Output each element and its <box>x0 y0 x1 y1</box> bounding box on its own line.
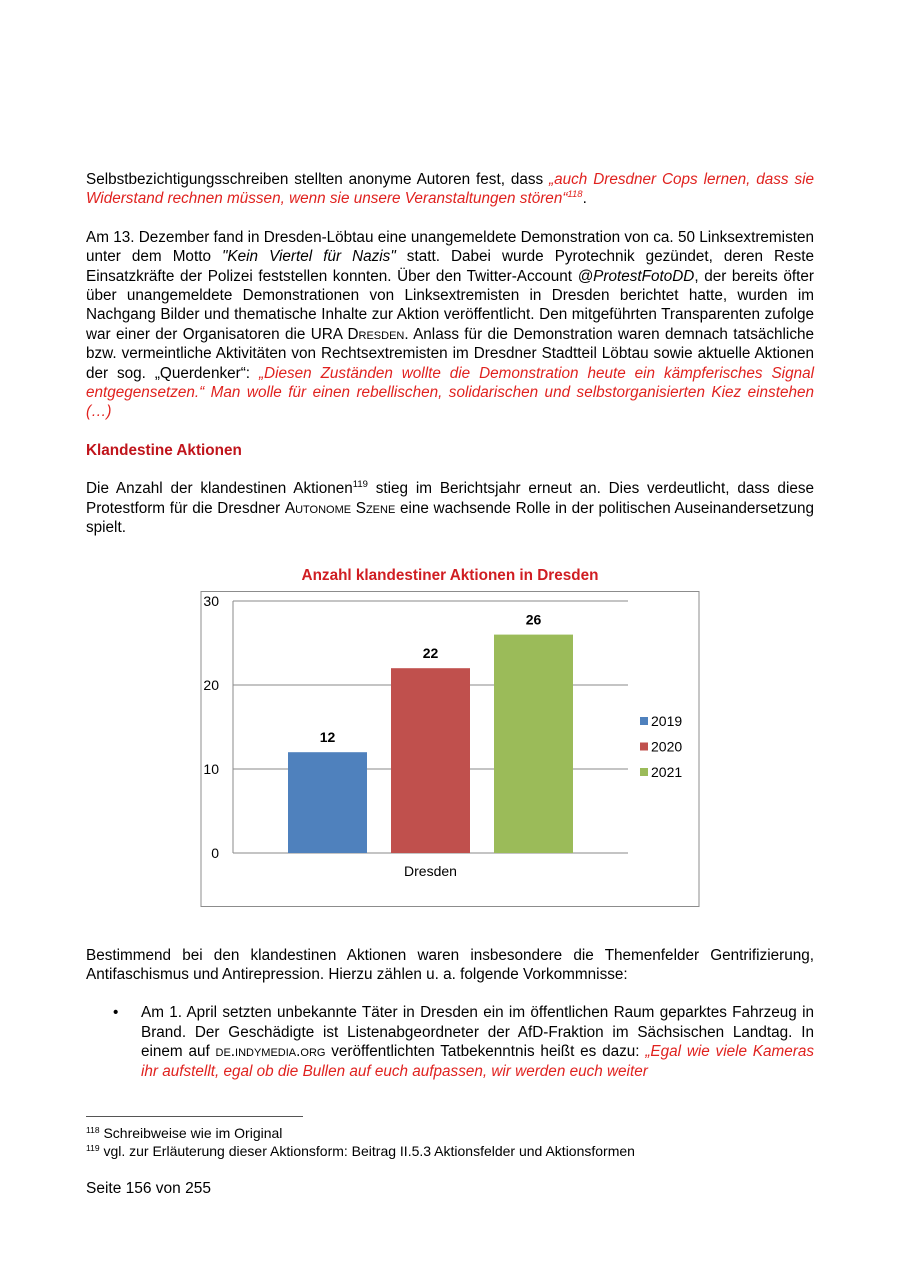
paragraph-2 <box>86 228 814 422</box>
footnote-divider <box>86 1116 303 1117</box>
legend-swatch-2019 <box>640 717 648 725</box>
footnote-text: vgl. zur Erläuterung dieser Aktionsform: Beitrag II.5.3 Aktionsfelder und Aktionsformen <box>99 1143 635 1159</box>
text: Selbstbezichtigungsschreiben stellten anonyme Autoren fest, dass <box>86 171 550 188</box>
text: , der bereits öfter über unangemeldete Demonstrationen von Linksextremisten in Dresden berichtet hatte, wurden im Nachgang Bilder und thematische Inhalte zur Aktion veröffentlicht. Den mitgeführten Transparenten zufolge war einer der Organisatoren die URA <box>86 267 814 343</box>
y-tick-label: 20 <box>203 676 219 693</box>
data-label-2019: 12 <box>319 728 336 745</box>
chart-svg <box>86 591 814 921</box>
footnotes <box>86 1124 814 1160</box>
footnote-ref-119[interactable]: 119 <box>352 479 368 491</box>
footnote-number: 119 <box>86 1143 100 1153</box>
x-category-label: Dresden <box>404 862 457 879</box>
page-number: Seite 156 von 255 <box>86 1180 211 1197</box>
legend-entry-2019: 2019 <box>651 712 683 729</box>
bar-chart <box>86 591 814 921</box>
y-tick-label: 10 <box>203 760 219 777</box>
data-label-2020: 22 <box>422 644 439 661</box>
bar-2020 <box>391 668 470 853</box>
section-heading: Klandestine Aktionen <box>86 441 242 459</box>
footnote-text: Schreibweise wie im Original <box>99 1125 283 1141</box>
legend-swatch-2020 <box>640 742 648 750</box>
text: eine wachsende Rolle in der politischen Auseinandersetzung spielt. <box>86 499 815 537</box>
y-tick-label: 30 <box>203 592 219 609</box>
chart-title: Anzahl klandestiner Aktionen in Dresden <box>301 566 599 584</box>
text: Am 1. April setzten unbekannte Täter in Dresden ein im öffentlichen Raum geparktes Fahrzeug in Brand. Der Geschädigte ist Listenabgeordneter der AfD-Fraktion im Sächsischen Landtag. In einem auf <box>141 1004 814 1061</box>
bar-2021 <box>494 634 573 852</box>
incident-list <box>86 1003 814 1081</box>
footnote-ref-118[interactable]: 118 <box>567 189 583 201</box>
quote: „Diesen Zuständen wollte die Demonstration heute ein kämpferisches Signal entgegensetzen.“ Man wolle für einen rebellischen, solidarischen und selbstorganisierten Kiez einstehen (…) <box>86 364 814 421</box>
legend-entry-2020: 2020 <box>651 738 683 754</box>
twitter-account: @ProtestFotoDD <box>577 267 695 285</box>
text: veröffentlichten Tatbekenntnis heißt es dazu: <box>325 1043 646 1061</box>
text: Die Anzahl der klandestinen Aktionen <box>86 480 353 498</box>
y-tick-label: 0 <box>211 844 219 861</box>
page-body <box>86 170 814 1081</box>
bar-2019 <box>288 752 367 853</box>
list-item <box>86 1003 814 1081</box>
legend-entry-2021: 2021 <box>651 763 683 780</box>
footnote-number: 118 <box>86 1125 100 1135</box>
website-name: de.indymedia.org <box>215 1043 326 1061</box>
footnote-118 <box>86 1124 814 1142</box>
paragraph-4: Bestimmend bei den klandestinen Aktionen waren insbesondere die Themenfelder Gentrifizierung, Antifaschismus und Antirepression. Hierzu zählen u. a. folgende Vorkommnisse: <box>86 946 814 983</box>
legend-swatch-2021 <box>640 768 648 776</box>
data-label-2021: 26 <box>525 611 542 628</box>
text: statt. Dabei wurde Pyrotechnik gezündet, deren Reste Einsatzkräfte der Polizei feststellen konnten. Über den Twitter-Account <box>86 248 814 285</box>
bullet-icon: • <box>113 1004 119 1022</box>
text: . <box>582 190 587 208</box>
footnote-119 <box>86 1142 814 1160</box>
scene-name: Autonome Szene <box>284 499 396 517</box>
paragraph-1 <box>86 170 814 209</box>
text: stieg im Berichtsjahr erneut an. Dies verdeutlicht, dass diese Protestform für die Dresdner <box>86 480 815 517</box>
quote: „Egal wie viele Kameras ihr aufstellt, egal ob die Bullen auf euch aufpassen, wir werden euch weiter <box>141 1043 815 1080</box>
text: . Anlass für die Demonstration waren demnach tatsächliche bzw. vermeintliche Aktivitäten von Rechtsextremisten im Dresdner Stadtteil Löbtau sowie aktuelle Aktionen der sog. „Querdenker“: <box>86 325 814 382</box>
organization-name: Dresden <box>347 325 405 343</box>
paragraph-3 <box>86 479 814 537</box>
quote: „auch Dresdner Cops lernen, dass sie Widerstand rechnen müssen, wenn sie unsere Veranstaltungen stören“ <box>86 171 814 208</box>
motto: "Kein Viertel für Nazis" <box>222 248 396 266</box>
text: Am 13. Dezember fand in Dresden-Löbtau eine unangemeldete Demonstration von ca. 50 Linksextremisten unter dem Motto <box>86 228 814 266</box>
